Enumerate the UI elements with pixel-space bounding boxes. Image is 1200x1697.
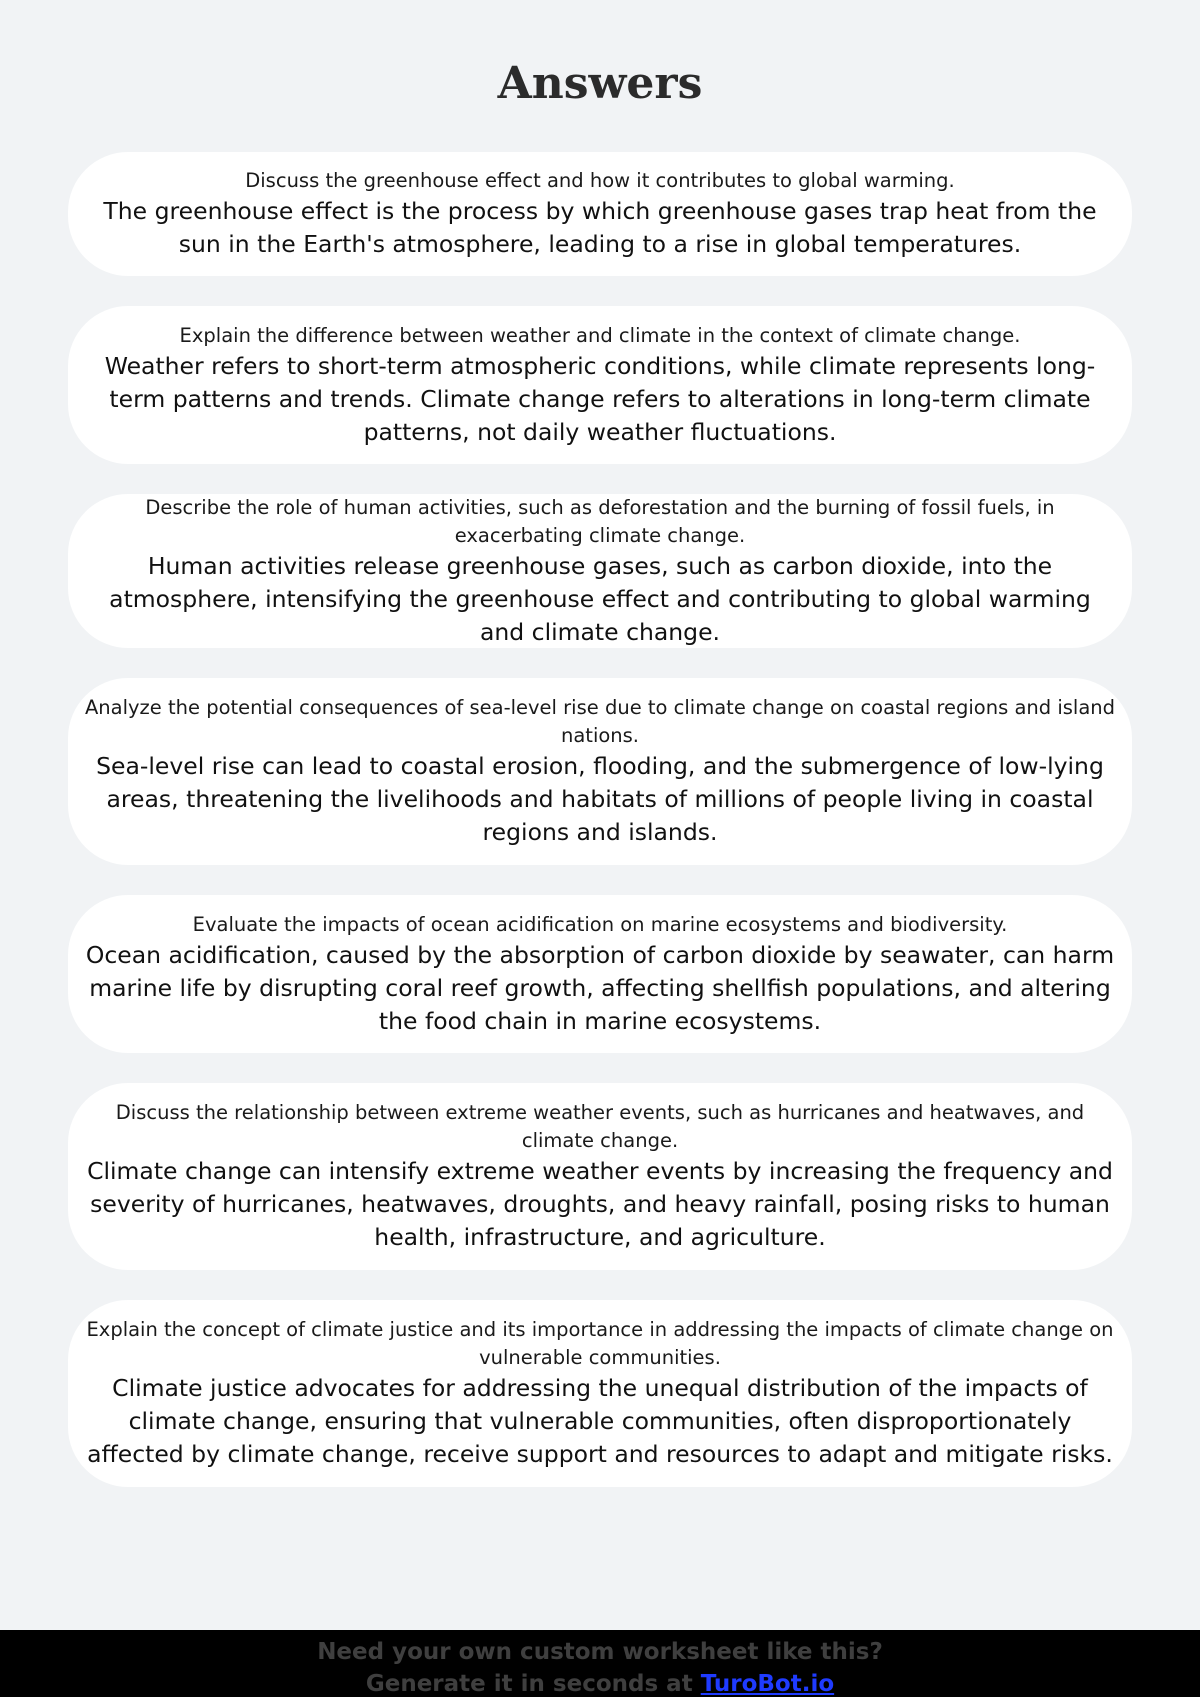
- answer-card: [68, 1083, 1132, 1270]
- page-title: Answers: [497, 58, 703, 109]
- promo-footer: [0, 1630, 1200, 1697]
- answer-text: Climate change can intensify extreme weather events by increasing the frequency and severity of hurricanes, heatwaves, droughts, and heavy rainfall, posing risks to human health, infrastructure, and agriculture.: [87, 1157, 1113, 1251]
- answer-card: [68, 152, 1132, 276]
- answer-card: [68, 494, 1132, 648]
- answer-card: [68, 1300, 1132, 1487]
- footer-line-1: Need your own custom worksheet like this?: [317, 1639, 883, 1665]
- answer-text: The greenhouse effect is the process by which greenhouse gases trap heat from the sun in the Earth's atmosphere, leading to a rise in global temperatures.: [103, 197, 1097, 258]
- question-text: Explain the difference between weather and climate in the context of climate change.: [179, 323, 1021, 347]
- answer-text: Sea-level rise can lead to coastal erosion, flooding, and the submergence of low-lying areas, threatening the livelihoods and habitats of millions of people living in coastal regions and islands.: [96, 752, 1104, 846]
- answer-text: Human activities release greenhouse gases, such as carbon dioxide, into the atmosphere, intensifying the greenhouse effect and contributing to global warming and climate change.: [109, 551, 1091, 646]
- question-text: Discuss the relationship between extreme weather events, such as hurricanes and heatwaves, and climate change.: [115, 1101, 1085, 1152]
- footer-line-2-text: Generate it in seconds at: [365, 1671, 701, 1697]
- answer-card: [68, 678, 1132, 865]
- question-text: Explain the concept of climate justice and its importance in addressing the impacts of climate change on vulnerable communities.: [86, 1318, 1114, 1369]
- question-text: Describe the role of human activities, such as deforestation and the burning of fossil fuels, in exacerbating climate change.: [145, 495, 1055, 547]
- question-text: Evaluate the impacts of ocean acidification on marine ecosystems and biodiversity.: [192, 912, 1008, 936]
- footer-line-2: [0, 1668, 1200, 1697]
- answer-text: Weather refers to short-term atmospheric conditions, while climate represents long-term patterns and trends. Climate change refers to alterations in long-term climate patterns, not daily weather fluctuations.: [104, 351, 1096, 446]
- answer-text: Ocean acidification, caused by the absorption of carbon dioxide by seawater, can harm marine life by disrupting coral reef growth, affecting shellfish populations, and altering the food chain in marine ecosystems.: [85, 940, 1115, 1035]
- answer-card: [68, 306, 1132, 464]
- question-text: Discuss the greenhouse effect and how it contributes to global warming.: [245, 169, 955, 192]
- turobot-link[interactable]: TuroBot.io: [700, 1671, 835, 1697]
- answer-card: [68, 895, 1132, 1053]
- answer-text: Climate justice advocates for addressing the unequal distribution of the impacts of climate change, ensuring that vulnerable communities, often disproportionately affected by climate change, receive support and resources to adapt and mitigate risks.: [87, 1374, 1113, 1468]
- question-text: Analyze the potential consequences of sea-level rise due to climate change on coastal regions and island nations.: [84, 696, 1116, 747]
